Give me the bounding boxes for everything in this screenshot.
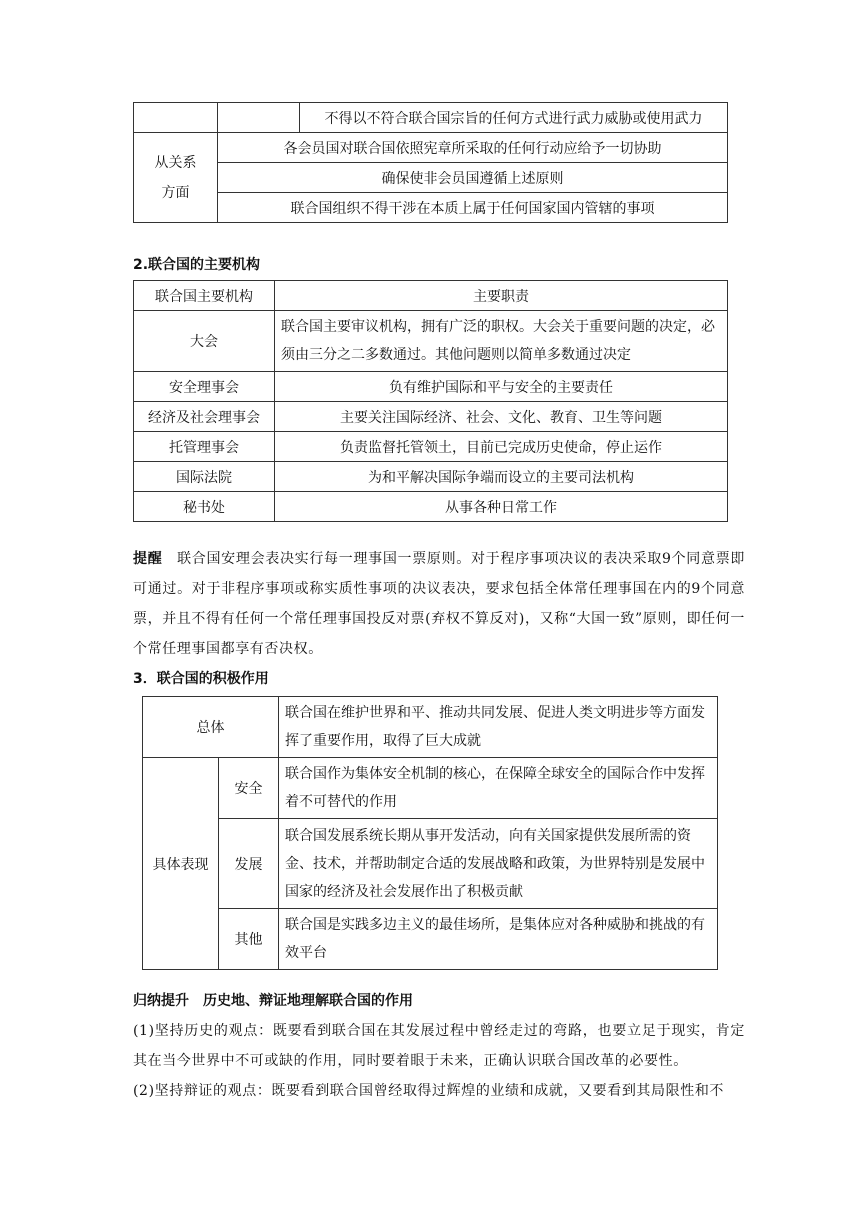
table-row bbox=[143, 909, 718, 970]
section-heading: 2.联合国的主要机构 bbox=[133, 257, 261, 273]
overall-label: 总体 bbox=[143, 697, 279, 758]
un-role-table bbox=[142, 696, 718, 970]
table-row bbox=[134, 163, 728, 193]
specific-label: 具体表现 bbox=[143, 758, 219, 970]
summary-paragraph-1: (1)坚持历史的观点：既要看到联合国在其发展过程中曾经走过的弯路，也要立足于现实，肯定其在当今世界中不可或缺的作用，同时要着眼于未来，正确认识联合国改革的必要性。 bbox=[133, 1023, 745, 1069]
reminder-paragraph bbox=[133, 544, 745, 664]
table-row bbox=[134, 103, 728, 133]
reminder-label: 提醒 bbox=[133, 551, 163, 567]
un-principles-table bbox=[133, 102, 728, 223]
organ-duty: 负责监督托管领土，目前已完成历史使命，停止运作 bbox=[275, 432, 728, 462]
table-cell: 各会员国对联合国依照宪章所采取的任何行动应给予一切协助 bbox=[218, 133, 728, 163]
organ-name: 经济及社会理事会 bbox=[134, 402, 275, 432]
column-header: 主要职责 bbox=[275, 281, 728, 311]
table-cell bbox=[218, 103, 300, 133]
overall-text: 联合国在维护世界和平、推动共同发展、促进人类文明进步等方面发挥了重要作用，取得了巨大成就 bbox=[279, 697, 718, 758]
item-text: 联合国作为集体安全机制的核心，在保障全球安全的国际合作中发挥着不可替代的作用 bbox=[279, 758, 718, 819]
item-text: 联合国发展系统长期从事开发活动，向有关国家提供发展所需的资金、技术，并帮助制定合适的发展战略和政策，为世界特别是发展中国家的经济及社会发展作出了积极贡献 bbox=[279, 819, 718, 909]
item-label: 安全 bbox=[219, 758, 279, 819]
reminder-text: 联合国安理会表决实行每一理事国一票原则。对于程序事项决议的表决采取9个同意票即可通过。对于非程序事项或称实质性事项的决议表决，要求包括全体常任理事国在内的9个同意票，并且不得有任何一个常任理事国投反对票(弃权不算反对)，又称“大国一致”原则，即任何一个常任理事国都享有否决权。 bbox=[133, 551, 745, 657]
table-row bbox=[134, 492, 728, 522]
organ-name: 秘书处 bbox=[134, 492, 275, 522]
item-label: 其他 bbox=[219, 909, 279, 970]
table-row bbox=[143, 758, 718, 819]
un-organs-table bbox=[133, 280, 728, 522]
item-text: 联合国是实践多边主义的最佳场所，是集体应对各种威胁和挑战的有效平台 bbox=[279, 909, 718, 970]
column-header: 联合国主要机构 bbox=[134, 281, 275, 311]
organ-duty: 主要关注国际经济、社会、文化、教育、卫生等问题 bbox=[275, 402, 728, 432]
organ-name: 国际法院 bbox=[134, 462, 275, 492]
label-line: 从关系 bbox=[154, 154, 197, 171]
table-row bbox=[134, 402, 728, 432]
relation-aspect-label bbox=[134, 133, 218, 223]
table-row bbox=[134, 311, 728, 372]
table-row bbox=[134, 432, 728, 462]
summary-heading: 归纳提升 历史地、辩证地理解联合国的作用 bbox=[133, 993, 413, 1009]
table-header-row bbox=[134, 281, 728, 311]
organ-name: 大会 bbox=[134, 311, 275, 372]
organ-duty: 从事各种日常工作 bbox=[275, 492, 728, 522]
table-row bbox=[134, 372, 728, 402]
table-row bbox=[143, 819, 718, 909]
organ-duty: 为和平解决国际争端而设立的主要司法机构 bbox=[275, 462, 728, 492]
table-cell: 不得以不符合联合国宗旨的任何方式进行武力威胁或使用武力 bbox=[300, 103, 728, 133]
label-line: 方面 bbox=[161, 184, 190, 201]
table-cell: 确保使非会员国遵循上述原则 bbox=[218, 163, 728, 193]
table-row bbox=[134, 133, 728, 163]
section-heading: 3．联合国的积极作用 bbox=[133, 671, 269, 687]
item-label: 发展 bbox=[219, 819, 279, 909]
organ-duty: 负有维护国际和平与安全的主要责任 bbox=[275, 372, 728, 402]
summary-paragraph-2: (2)坚持辩证的观点：既要看到联合国曾经取得过辉煌的业绩和成就，又要看到其局限性和不 bbox=[133, 1083, 725, 1099]
table-row bbox=[143, 697, 718, 758]
table-row bbox=[134, 462, 728, 492]
table-cell: 联合国组织不得干涉在本质上属于任何国家国内管辖的事项 bbox=[218, 193, 728, 223]
organ-name: 安全理事会 bbox=[134, 372, 275, 402]
table-row bbox=[134, 193, 728, 223]
organ-name: 托管理事会 bbox=[134, 432, 275, 462]
table-cell bbox=[134, 103, 218, 133]
organ-duty: 联合国主要审议机构，拥有广泛的职权。大会关于重要问题的决定，必须由三分之二多数通过。其他问题则以简单多数通过决定 bbox=[275, 311, 728, 372]
